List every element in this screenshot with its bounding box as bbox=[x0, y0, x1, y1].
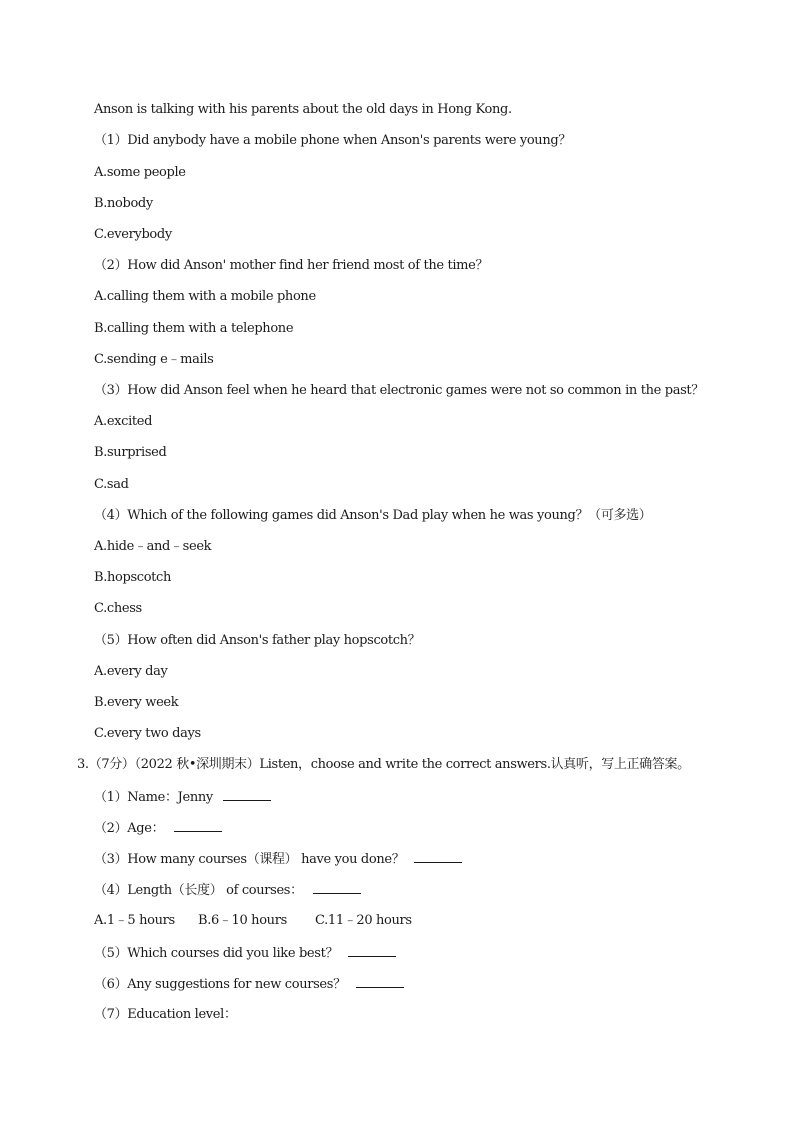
question-option: B.nobody bbox=[94, 196, 153, 211]
question-option: B.hopscotch bbox=[94, 570, 172, 585]
fill-item-label: （7）Education level： bbox=[94, 1007, 237, 1022]
question-option: A.excited bbox=[94, 414, 153, 429]
question-stem: （5）How often did Anson's father play hopscotch？ bbox=[94, 633, 421, 648]
fill-item-label: （5）Which courses did you like best？ bbox=[94, 946, 339, 961]
fill-item-label: （1）Name：Jenny bbox=[94, 790, 213, 805]
question-stem: （3）How did Anson feel when he heard that electronic games were not so common in the past？ bbox=[94, 383, 704, 398]
question-option: B.every week bbox=[94, 695, 179, 710]
question-stem: （1）Did anybody have a mobile phone when Anson's parents were young？ bbox=[94, 133, 571, 148]
choice-option: A.1﹣5 hours bbox=[94, 913, 175, 928]
answer-blank[interactable] bbox=[348, 944, 396, 957]
fill-item-label: （3）How many courses（课程） have you done？ bbox=[94, 852, 405, 867]
answer-blank[interactable] bbox=[223, 788, 271, 801]
question-stem: （4）Which of the following games did Anson's Dad play when he was young？（可多选） bbox=[94, 508, 652, 523]
question-option: B.calling them with a telephone bbox=[94, 321, 294, 336]
fill-item-label: （6）Any suggestions for new courses？ bbox=[94, 977, 346, 992]
question-option: A.some people bbox=[94, 165, 186, 180]
answer-blank[interactable] bbox=[414, 850, 462, 863]
fill-item bbox=[94, 788, 271, 807]
section-header: 3.（7分）（2022 秋•深圳期末）Listen，choose and write the correct answers.认真听，写上正确答案。 bbox=[77, 757, 690, 772]
choice-option: B.6﹣10 hours bbox=[198, 913, 287, 928]
question-option: C.sad bbox=[94, 477, 129, 492]
fill-item-label: （4）Length（长度） of courses： bbox=[94, 883, 303, 898]
fill-item bbox=[94, 881, 361, 900]
question-option: C.every two days bbox=[94, 726, 201, 741]
choice-row bbox=[94, 912, 412, 930]
answer-blank[interactable] bbox=[356, 975, 404, 988]
choice-option: C.11﹣20 hours bbox=[315, 913, 412, 928]
fill-item bbox=[94, 819, 222, 838]
question-option: C.chess bbox=[94, 601, 142, 616]
passage-intro: Anson is talking with his parents about the old days in Hong Kong. bbox=[94, 102, 512, 117]
question-option: A.calling them with a mobile phone bbox=[94, 289, 316, 304]
question-stem: （2）How did Anson' mother find her friend most of the time？ bbox=[94, 258, 489, 273]
fill-item bbox=[94, 944, 396, 963]
answer-blank[interactable] bbox=[313, 881, 361, 894]
question-option: C.everybody bbox=[94, 227, 172, 242]
question-option: A.hide﹣and﹣seek bbox=[94, 539, 212, 554]
question-option: A.every day bbox=[94, 664, 168, 679]
answer-blank[interactable] bbox=[174, 819, 222, 832]
fill-item-label: （2）Age： bbox=[94, 821, 165, 836]
fill-item bbox=[94, 850, 462, 869]
fill-item bbox=[94, 975, 404, 994]
question-option: C.sending e﹣mails bbox=[94, 352, 214, 367]
question-option: B.surprised bbox=[94, 445, 167, 460]
